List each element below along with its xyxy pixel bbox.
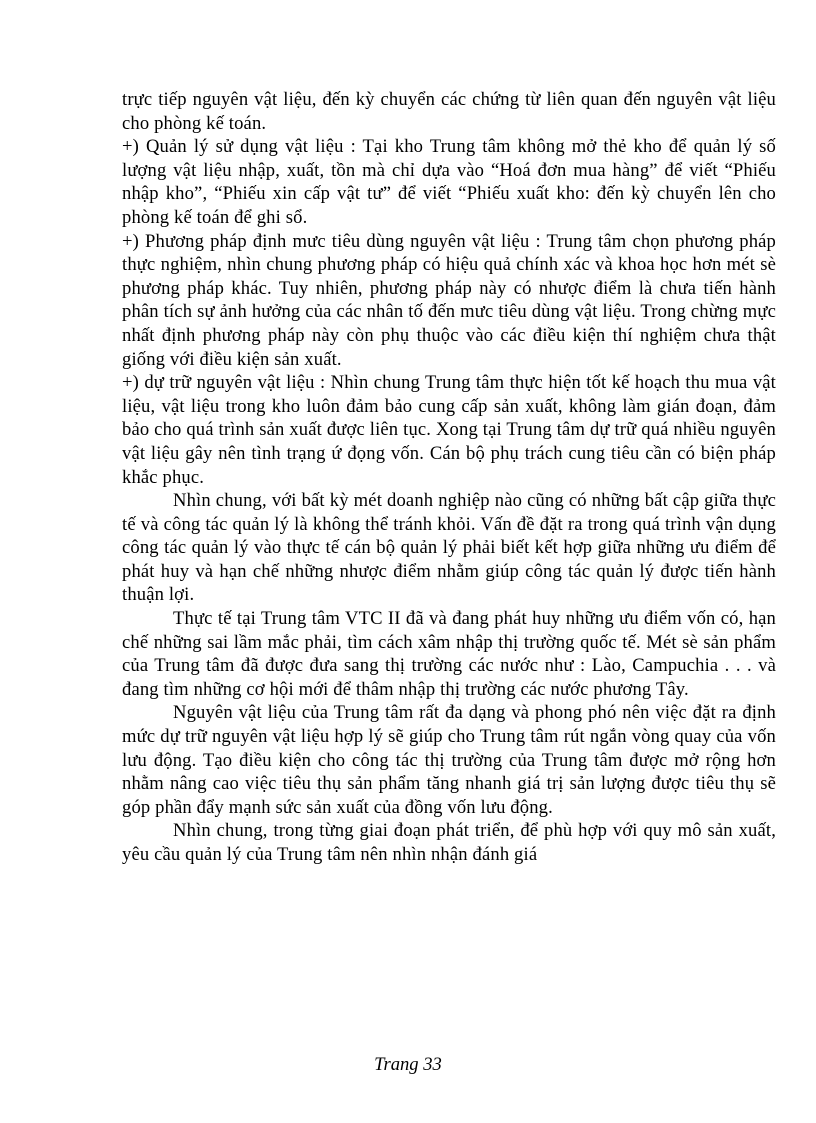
paragraph-development-stage: Nhìn chung, trong từng giai đoạn phát triển, để phù hợp với quy mô sản xuất, yêu cầu quản lý của Trung tâm nên nhìn nhận đánh giá	[122, 820, 776, 865]
paragraph-general-management: Nhìn chung, với bất kỳ mét doanh nghiệp nào cũng có những bất cập giữa thực tế và công tác quản lý là không thể tránh khỏi. Vấn đề đặt ra trong quá trình vận dụng công tác quản lý vào thực tế cán bộ quản lý phải biết kết hợp giữa những ưu điểm để phát huy và hạn chế những nhược điểm nhằm giúp công tác quản lý được tiến hành thuận lợi.	[122, 490, 776, 606]
paragraph-material-reserve: +) dự trữ nguyên vật liệu : Nhìn chung Trung tâm thực hiện tốt kế hoạch thu mua vật liệu, vật liệu trong kho luôn đảm bảo cung cấp sản xuất, không làm gián đoạn, đảm bảo cho quá trình sản xuất được liên tục. Xong tại Trung tâm dự trữ quá nhiều nguyên vật liệu gây nên tình trạng ứ đọng vốn. Cán bộ phụ trách cung tiêu cần có biện pháp khắc phục.	[122, 372, 776, 488]
paragraph-material-usage: +) Quản lý sử dụng vật liệu : Tại kho Trung tâm không mở thẻ kho để quản lý số lượng vật liệu nhập, xuất, tồn mà chỉ dựa vào “Hoá đơn mua hàng” để viết “Phiếu nhập kho”, “Phiếu xin cấp vật tư” để viết “Phiếu xuất kho: đến kỳ chuyển lên cho phòng kế toán để ghi sổ.	[122, 136, 776, 228]
paragraph-continuation: trực tiếp nguyên vật liệu, đến kỳ chuyển các chứng từ liên quan đến nguyên vật liệu cho phòng kế toán.	[122, 89, 776, 134]
paragraph-vtc-market: Thực tế tại Trung tâm VTC II đã và đang phát huy những ưu điểm vốn có, hạn chế những sai lầm mắc phải, tìm cách xâm nhập thị trường quốc tế. Mét sè sản phẩm của Trung tâm đã được đưa sang thị trường các nước như : Lào, Campuchia . . . và đang tìm những cơ hội mới để thâm nhập thị trường các nước phương Tây.	[122, 608, 776, 700]
paragraph-consumption-norm: +) Phương pháp định mưc tiêu dùng nguyên vật liệu : Trung tâm chọn phương pháp thực nghiệm, nhìn chung phương pháp có hiệu quả chính xác và khoa học hơn mét sè phương pháp khác. Tuy nhiên, phương pháp này có nhược điểm là chưa tiến hành phân tích sự ảnh hưởng của các nhân tố đến mưc tiêu dùng vật liệu. Trong chừng mực nhất định phương pháp này còn phụ thuộc vào các điều kiện thí nghiệm chưa thật giống với điều kiện sản xuất.	[122, 230, 776, 370]
paragraph-material-diversity: Nguyên vật liệu của Trung tâm rất đa dạng và phong phó nên việc đặt ra định mức dự trữ nguyên vật liệu hợp lý sẽ giúp cho Trung tâm rút ngắn vòng quay của vốn lưu động. Tạo điều kiện cho công tác thị trường của Trung tâm được mở rộng hơn nhằm nâng cao việc tiêu thụ sản phẩm tăng nhanh giá trị sản lượng được tiêu thụ sẽ góp phần đẩy mạnh sức sản xuất của đồng vốn lưu động.	[122, 702, 776, 818]
page-number-footer: Trang 33	[374, 1054, 442, 1075]
document-page	[122, 88, 776, 1048]
